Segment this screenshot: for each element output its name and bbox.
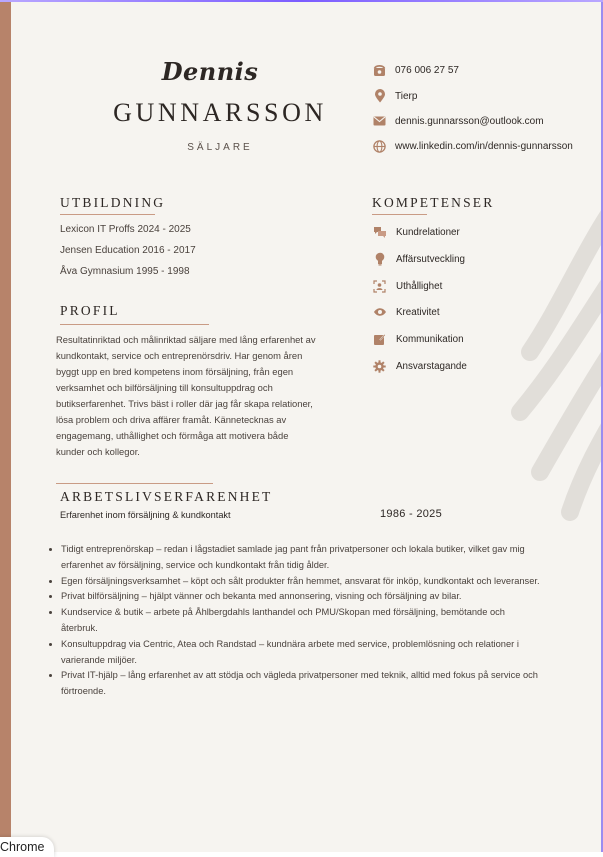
experience-list — [44, 542, 541, 700]
experience-item: • Privat IT-hjälp – lång erfarenhet av att stödja och vägleda privatpersoner med teknik, alltid med fokus på service och förtroende. — [61, 668, 541, 700]
person-frame-icon — [372, 279, 387, 294]
experience-item: • Kundservice & butik – arbete på Åhlbergdahls lanthandel och PMU/Skopan med försäljning, bemötande och återbruk. — [61, 605, 541, 637]
competence-label: Kundrelationer — [396, 226, 460, 238]
eye-icon — [372, 305, 387, 320]
phone-icon — [372, 63, 387, 78]
competence-label: Kreativitet — [396, 306, 440, 318]
website-link[interactable]: www.linkedin.com/in/dennis-gunnarsson — [395, 140, 573, 152]
competences-heading: KOMPETENSER — [372, 195, 495, 210]
experience-subtitle: Erfarenhet inom försäljning & kundkontakt — [60, 510, 231, 520]
competence-label: Uthållighet — [396, 280, 443, 292]
education-heading: UTBILDNING — [60, 195, 166, 210]
education-item: Åva Gymnasium 1995 - 1998 — [60, 266, 190, 277]
contact-website — [372, 138, 573, 154]
competences-divider — [372, 214, 427, 215]
education-divider — [60, 214, 155, 215]
profile-text: Resultatinriktad och målinriktad säljare med lång erfarenhet av kundkontakt, service och entreprenörsdriv. Har genom åren byggt upp en bred kompetens inom försäljning, från egen verksamhet och bilförsäljning till konsultuppdrag och butikserfarenhet. Trivs bäst i roller där jag får skapa relationer, lösa problem och driva affärer framåt. Kännetecknas av engagemang, uthållighet och förmåga att motivera både kunder och kollegor. — [56, 334, 316, 457]
contact-location — [372, 88, 417, 104]
job-title: SÄLJARE — [187, 142, 253, 153]
education-item: Jensen Education 2016 - 2017 — [60, 245, 196, 256]
cv-page — [0, 2, 603, 852]
experience-years: 1986 - 2025 — [380, 508, 443, 520]
experience-item: • Privat bilförsäljning – hjälpt vänner och bekanta med annonsering, visning och försäljning av bilar. — [61, 589, 541, 605]
gear-icon — [372, 359, 387, 374]
location-pin-icon — [372, 89, 387, 104]
experience-item: • Tidigt entreprenörskap – redan i lågstadiet samlade jag pant från privatpersoner och lokala butiker, vilket gav mig erfarenhet av försäljning, service och kundkontakt från tidig ålder. — [61, 542, 541, 574]
competence-item — [372, 358, 467, 374]
experience-item: • Konsultuppdrag via Centric, Atea och Randstad – kundnära arbete med service, problemlösning och relationer i varierande miljöer. — [61, 637, 541, 669]
contact-email — [372, 113, 544, 129]
competence-item — [372, 224, 460, 240]
education-item: Lexicon IT Proffs 2024 - 2025 — [60, 224, 191, 235]
globe-icon — [372, 139, 387, 154]
experience-top-divider — [56, 483, 213, 484]
location-text: Tierp — [395, 90, 418, 102]
profile-divider — [60, 324, 209, 325]
competence-item — [372, 278, 442, 294]
envelope-icon — [372, 114, 387, 129]
competence-item — [372, 304, 440, 320]
email-address[interactable]: dennis.gunnarsson@outlook.com — [395, 115, 544, 127]
competence-item — [372, 251, 465, 267]
chat-bubbles-icon — [372, 225, 387, 240]
last-name-heading: GUNNARSSON — [113, 98, 327, 127]
contact-phone — [372, 62, 459, 78]
competence-label: Ansvarstagande — [396, 360, 467, 372]
competence-item — [372, 331, 464, 347]
experience-item: • Egen försäljningsverksamhet – köpt och sålt produkter från hemmet, ansvarat för inköp, kundkontakt och leveranser. — [61, 574, 541, 590]
competence-label: Kommunikation — [396, 333, 464, 345]
experience-heading: ARBETSLIVSERFARENHET — [60, 489, 273, 504]
lightbulb-icon — [372, 252, 387, 267]
note-pen-icon — [372, 332, 387, 347]
profile-heading: PROFIL — [60, 303, 120, 318]
phone-number: 076 006 27 57 — [395, 64, 459, 76]
competence-label: Affärsutveckling — [396, 253, 465, 265]
first-name-signature: Dennis — [161, 57, 259, 86]
chrome-taskbar-badge[interactable]: Chrome — [0, 837, 54, 857]
accent-side-bar — [0, 2, 11, 852]
